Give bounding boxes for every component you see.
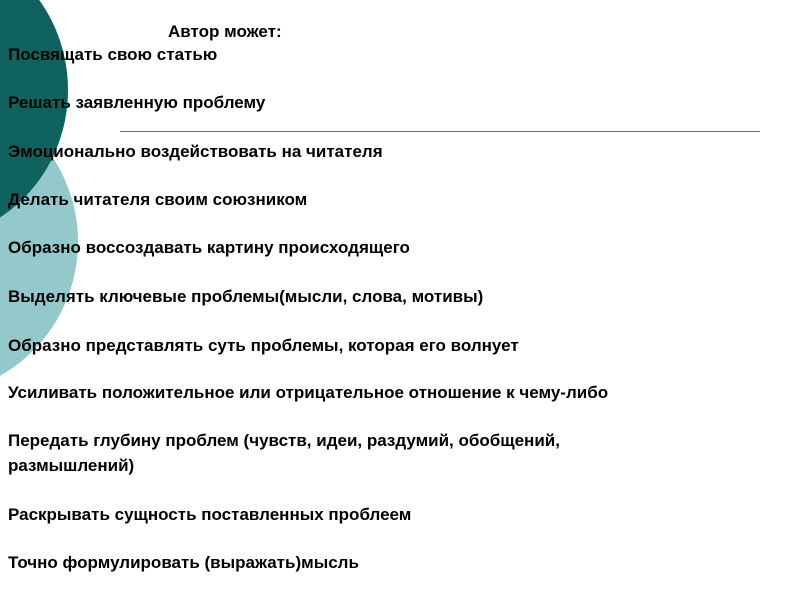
list-item: Передать глубину проблем (чувств, идеи, раздумий, обобщений,	[8, 431, 560, 450]
slide-title: Автор может:	[168, 22, 282, 41]
list-item: Образно воссоздавать картину происходящего	[8, 238, 410, 257]
list-item: Делать читателя своим союзником	[8, 190, 308, 209]
list-item: Решать заявленную проблему	[8, 93, 266, 112]
list-item: Усиливать положительное или отрицательное отношение к чему-либо	[8, 383, 609, 402]
list-item: Точно формулировать (выражать)мысль	[8, 553, 359, 572]
list-item: Эмоционально воздействовать на читателя	[8, 142, 383, 161]
list-item: Образно представлять суть проблемы, которая его волнует	[8, 336, 519, 355]
divider-line	[120, 131, 760, 132]
list-item: Выделять ключевые проблемы(мысли, слова, мотивы)	[8, 287, 484, 306]
list-item-continuation: размышлений)	[8, 456, 135, 475]
list-item: Раскрывать сущность поставленных проблеем	[8, 505, 412, 524]
list-item: Посвящать свою статью	[8, 45, 218, 64]
